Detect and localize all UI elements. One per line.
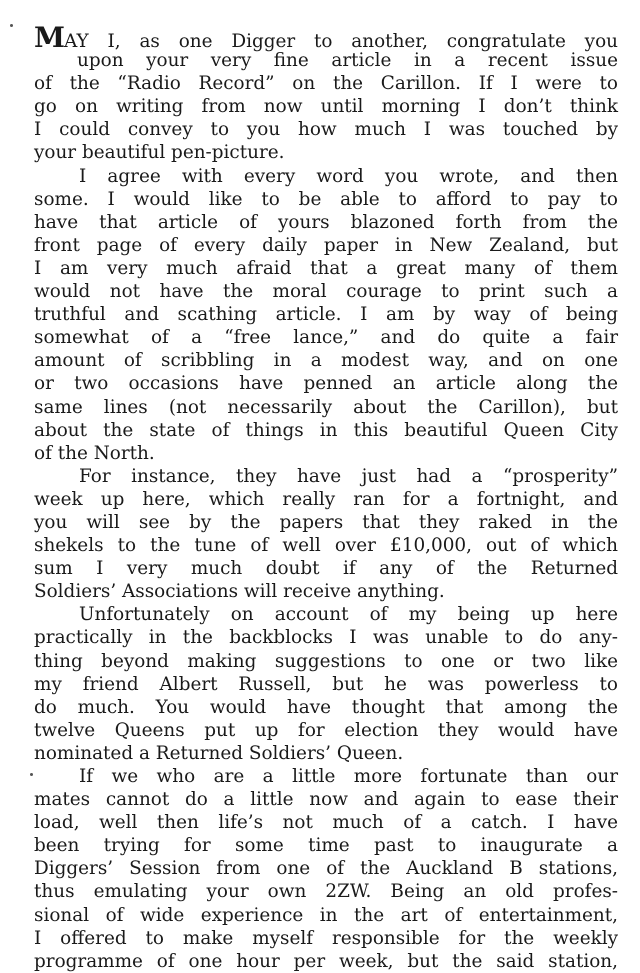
text-line: somewhat of a “free lance,” and do quite a fair (34, 327, 618, 349)
text-line (34, 21, 618, 54)
text-line: you will see by the papers that they raked in the (34, 511, 618, 533)
text-line: do much. You would have thought that among the (34, 696, 618, 718)
text-line: If we who are a little more fortunate than our (79, 766, 618, 787)
text-line: sional of wide experience in the art of entertainment, (34, 904, 618, 926)
print-speck (10, 24, 13, 27)
text-line: go on writing from now until morning I don’t think (34, 96, 618, 118)
text-line: I agree with every word you wrote, and then (79, 165, 618, 187)
text-line: Unfortunately on account of my being up here (79, 604, 618, 626)
article-body (34, 21, 618, 973)
text-line: I could convey to you how much I was touched by (34, 119, 618, 141)
text-line: upon your very fine article in a recent issue (77, 50, 618, 72)
text-line: truthful and scathing article. I am by way of being (34, 304, 618, 326)
print-speck (30, 773, 33, 776)
text-line: same lines (not necessarily about the Carillon), but (34, 396, 618, 418)
text-line: Diggers’ Session from one of the Auckland B stations, (34, 858, 618, 880)
text-line: been trying for some time past to inaugurate a (34, 835, 618, 857)
text-line: amount of scribbling in a modest way, and on one (34, 350, 618, 372)
text-line: shekels to the tune of well over £10,000, out of which (34, 535, 618, 557)
text-line: week up here, which really ran for a fortnight, and (34, 488, 618, 510)
text-line: load, well then life’s not much of a catch. I have (34, 812, 618, 834)
text-line: I offered to make myself responsible for the weekly (34, 927, 618, 949)
text-line: Soldiers’ Associations will receive anything. (34, 581, 445, 603)
article-text (34, 21, 618, 973)
text-line: front page of every daily paper in New Zealand, but (34, 234, 618, 256)
text-line: your beautiful pen-picture. (34, 142, 285, 164)
text-line: For instance, they have just had a “prosperity” (79, 465, 618, 487)
line-text: AY I, as one Digger to another, congratulate you (64, 31, 618, 52)
text-line: mates cannot do a little now and again to ease their (34, 789, 618, 811)
text-line: thus emulating your own 2ZW. Being an old profes- (34, 881, 618, 903)
text-line: some. I would like to be able to afford to pay to (34, 188, 618, 210)
text-line: of the North. (34, 442, 155, 464)
text-line: of the “Radio Record” on the Carillon. If I were to (34, 73, 618, 95)
text-line: have that article of yours blazoned forth from the (34, 211, 618, 233)
text-line: sum I very much doubt if any of the Returned (34, 558, 618, 580)
text-line: or two occasions have penned an article along the (34, 373, 618, 395)
text-line: twelve Queens put up for election they would have (34, 719, 618, 741)
text-line: thing beyond making suggestions to one or two like (34, 650, 618, 672)
drop-cap: M (34, 21, 64, 54)
text-line: nominated a Returned Soldiers’ Queen. (34, 742, 404, 764)
text-line: my friend Albert Russell, but he was powerless to (34, 673, 618, 695)
text-line: about the state of things in this beautiful Queen City (34, 419, 618, 441)
text-line: programme of one hour per week, but the said station, (34, 950, 618, 972)
text-line: practically in the backblocks I was unable to do any- (34, 627, 618, 649)
text-line: I am very much afraid that a great many of them (34, 257, 618, 279)
text-line: would not have the moral courage to print such a (34, 281, 618, 303)
